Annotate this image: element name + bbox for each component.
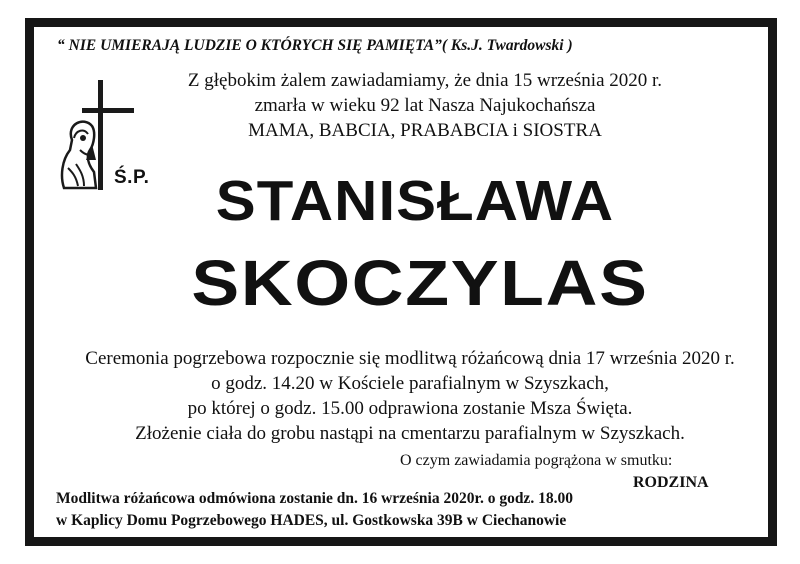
ceremony-line-2: o godz. 14.20 w Kościele parafialnym w Szyszkach, [211,373,609,394]
deceased-last-name: SKOCZYLAS [191,247,649,319]
deceased-first-name: STANISŁAWA [215,169,615,233]
sp-prefix: Ś.P. [114,167,150,188]
ceremony-line-4: Złożenie ciała do grobu nastąpi na cmentarzu parafialnym w Szyszkach. [135,423,685,444]
announcement-line-1: Z głębokim żalem zawiadamiamy, że dnia 15 września 2020 r. [187,70,663,91]
announcement-line-2: zmarła w wieku 92 lat Nasza Najukochańsza [254,95,596,116]
ceremony-line-3: po której o godz. 15.00 odprawiona zostanie Msza Święta. [187,398,633,419]
family-signature: RODZINA [633,474,709,491]
rosary-info-line-1: Modlitwa różańcowa odmówiona zostanie dn. 16 września 2020r. o godz. 18.00 [56,490,573,507]
ceremony-line-1: Ceremonia pogrzebowa rozpocznie się modlitwą różańcową dnia 17 września 2020 r. [85,348,735,369]
rosary-info-line-2: w Kaplicy Domu Pogrzebowego HADES, ul. Gostkowska 39B w Ciechanowie [56,512,567,529]
announcement-line-3: MAMA, BABCIA, PRABABCIA i SIOSTRA [248,120,602,141]
informing-text: O czym zawiadamia pogrążona w smutku: [400,452,673,469]
epigraph-quote: “ NIE UMIERAJĄ LUDZIE O KTÓRYCH SIĘ PAMIĘTA”( Ks.J. Twardowski ) [57,37,573,54]
